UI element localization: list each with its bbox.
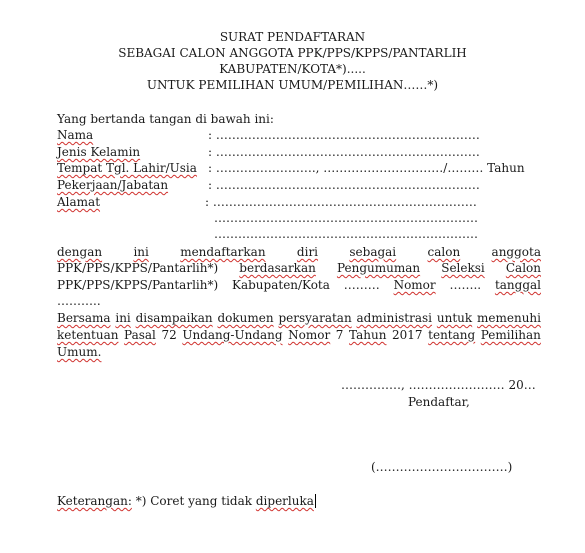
word: administrasi <box>356 311 433 325</box>
field-value-nama: : ………………………………………………………… <box>208 128 480 142</box>
field-value-alamat: : ………………………………………………………… <box>205 195 477 209</box>
word: Bersama <box>57 311 111 325</box>
field-label-nama: Nama <box>57 128 94 142</box>
word: untuk <box>436 311 473 325</box>
word: Seleksi <box>441 261 485 275</box>
word: disampaikan <box>135 311 213 325</box>
word: …….. <box>449 278 482 292</box>
field-value-pekerjaan: : ………………………………………………………… <box>208 178 480 192</box>
word: 2017 <box>392 328 423 342</box>
doc-title: SURAT PENDAFTARAN <box>219 30 366 44</box>
word: Tahun <box>349 328 387 342</box>
word: Pasal <box>124 328 156 342</box>
word: Nomor <box>393 278 436 292</box>
word: PPK/PPS/KPPS/Pantarlih*) <box>57 261 219 275</box>
paragraph-1-line-2 <box>57 261 541 275</box>
field-value-ttl: : ……………………., …………………………/……… Tahun <box>208 161 525 175</box>
paragraph-1-line-4: ……….. <box>57 294 101 308</box>
footer-label: Keterangan: <box>57 494 132 508</box>
word: mendaftarkan <box>180 245 266 259</box>
field-label-alamat: Alamat <box>57 195 101 209</box>
word: Pemilihan <box>480 328 541 342</box>
word: sebagai <box>349 245 397 259</box>
doc-subtitle-line-1: SEBAGAI CALON ANGGOTA PPK/PPS/KPPS/PANTARLIH <box>118 46 467 60</box>
word: ini <box>115 311 131 325</box>
field-label-pekerjaan: Pekerjaan/Jabatan <box>57 178 169 192</box>
paragraph-2-line-2 <box>57 328 541 342</box>
registrant-label: Pendaftar, <box>408 395 470 409</box>
word: PPK/PPS/KPPS/Pantarlih*) <box>57 278 219 292</box>
word: dokumen <box>217 311 274 325</box>
word: anggota <box>491 245 541 259</box>
word: 7 <box>335 328 344 342</box>
text-cursor <box>315 494 316 508</box>
address-line-2: ………………………………………………………… <box>214 211 478 225</box>
paragraph-1-line-1 <box>57 245 541 259</box>
word: persyaratan <box>278 311 352 325</box>
word: ……… <box>343 278 380 292</box>
word: Nomor <box>288 328 331 342</box>
word: Pengumuman <box>336 261 421 275</box>
word: calon <box>427 245 461 259</box>
footer-note <box>57 494 316 508</box>
field-label-jenis-kelamin: Jenis Kelamin <box>57 145 141 159</box>
word: ini <box>133 245 149 259</box>
place-date-line: ……………, …………………… 20… <box>341 378 536 392</box>
word: tanggal <box>494 278 541 292</box>
signature-name-line: (……………………………) <box>371 460 513 474</box>
word: 72 <box>161 328 177 342</box>
word: memenuhi <box>477 311 541 325</box>
paragraph-2-line-3: Umum. <box>57 345 102 359</box>
word: berdasarkan <box>239 261 316 275</box>
paragraph-2-line-1 <box>57 311 541 325</box>
word: Undang-Undang <box>182 328 283 342</box>
doc-subtitle-line-3: UNTUK PEMILIHAN UMUM/PEMILIHAN……*) <box>146 78 439 92</box>
field-label-ttl: Tempat Tgl. Lahir/Usia <box>57 161 197 175</box>
intro-text: Yang bertanda tangan di bawah ini: <box>57 112 274 126</box>
word: diri <box>296 245 319 259</box>
word: tentang <box>428 328 476 342</box>
address-line-3: ………………………………………………………… <box>214 227 478 241</box>
word: Kabupaten/Kota <box>232 278 330 292</box>
word: dengan <box>57 245 103 259</box>
paragraph-1-line-3 <box>57 278 541 292</box>
footer-note-text: *) Coret yang tidak <box>135 494 253 508</box>
footer-note-word: diperluka <box>255 494 314 508</box>
word: Calon <box>505 261 541 275</box>
word: ketentuan <box>57 328 119 342</box>
field-value-jenis-kelamin: : ………………………………………………………… <box>208 145 480 159</box>
doc-subtitle-line-2: KABUPATEN/KOTA*)..... <box>219 62 366 76</box>
